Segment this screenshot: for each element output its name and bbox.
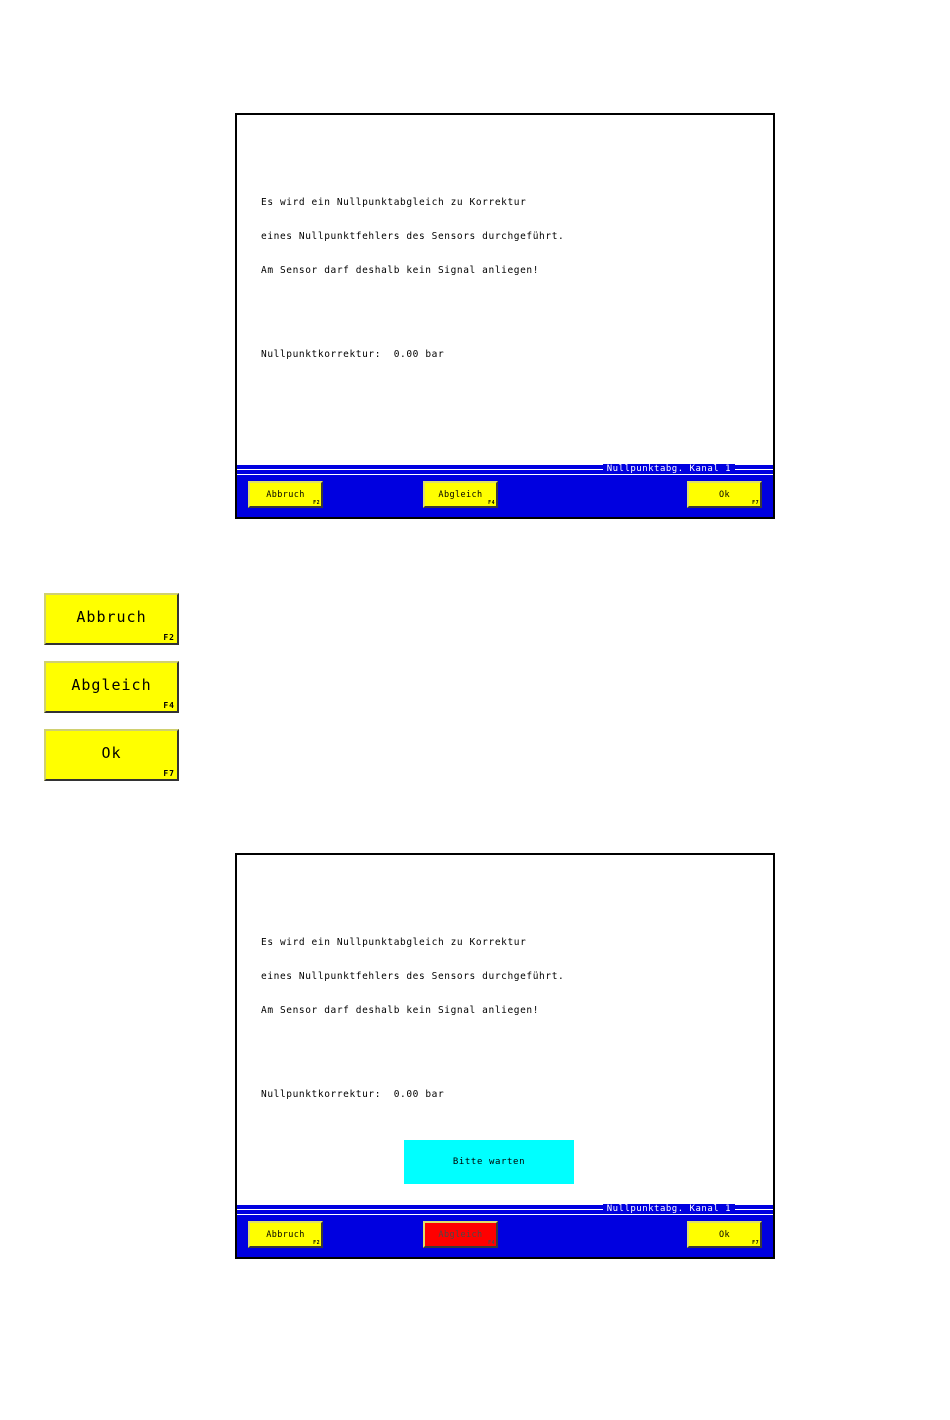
calibration-screen-idle: [235, 113, 775, 519]
softkey-bar: [237, 465, 773, 517]
please-wait-label: Bitte warten: [452, 1157, 526, 1167]
info-line-2: eines Nullpunktfehlers des Sensors durchgeführt.: [261, 231, 565, 242]
abort-button[interactable]: [248, 481, 323, 508]
ok-button-label: Ok: [718, 1229, 731, 1240]
please-wait-box: [404, 1140, 574, 1184]
correction-label: Nullpunktkorrektur:: [261, 1089, 382, 1100]
adjust-button[interactable]: [423, 481, 498, 508]
correction-value: 0.00 bar: [393, 349, 445, 360]
adjust-button-label: Abgleich: [438, 489, 483, 500]
legend-adjust-label: Abgleich: [71, 676, 152, 694]
adjust-button-active[interactable]: [423, 1221, 498, 1248]
abort-button-label: Abbruch: [266, 489, 305, 500]
abort-button-label: Abbruch: [266, 1229, 305, 1240]
ok-button-label: Ok: [718, 489, 731, 500]
softkey-bar: [237, 1205, 773, 1257]
info-line-3: Am Sensor darf deshalb kein Signal anliegen!: [261, 265, 540, 276]
abort-key-hint: F2: [313, 500, 320, 506]
calibration-screen-running: [235, 853, 775, 1259]
info-line-1: Es wird ein Nullpunktabgleich zu Korrektur: [261, 197, 527, 208]
legend-abort-button[interactable]: [44, 593, 179, 645]
adjust-key-hint: F4: [488, 500, 495, 506]
legend-abort-key: F2: [163, 633, 175, 642]
info-line-3: Am Sensor darf deshalb kein Signal anliegen!: [261, 1005, 540, 1016]
ok-button[interactable]: [687, 1221, 762, 1248]
adjust-key-hint: F4: [488, 1240, 495, 1246]
info-line-2: eines Nullpunktfehlers des Sensors durchgeführt.: [261, 971, 565, 982]
abort-key-hint: F2: [313, 1240, 320, 1246]
bar-title: Nullpunktabg. Kanal 1: [603, 464, 735, 474]
correction-label: Nullpunktkorrektur:: [261, 349, 382, 360]
legend-adjust-button[interactable]: [44, 661, 179, 713]
correction-value: 0.00 bar: [393, 1089, 445, 1100]
legend-abort-label: Abbruch: [76, 608, 147, 626]
bar-title: Nullpunktabg. Kanal 1: [603, 1204, 735, 1214]
ok-key-hint: F7: [752, 500, 759, 506]
abort-button[interactable]: [248, 1221, 323, 1248]
correction-readout: [261, 349, 444, 360]
ok-button[interactable]: [687, 481, 762, 508]
legend-adjust-key: F4: [163, 701, 175, 710]
info-line-1: Es wird ein Nullpunktabgleich zu Korrektur: [261, 937, 527, 948]
legend-ok-label: Ok: [101, 744, 122, 762]
legend-ok-button[interactable]: [44, 729, 179, 781]
legend-ok-key: F7: [163, 769, 175, 778]
correction-readout: [261, 1089, 444, 1100]
ok-key-hint: F7: [752, 1240, 759, 1246]
adjust-button-label: Abgleich: [438, 1229, 483, 1240]
